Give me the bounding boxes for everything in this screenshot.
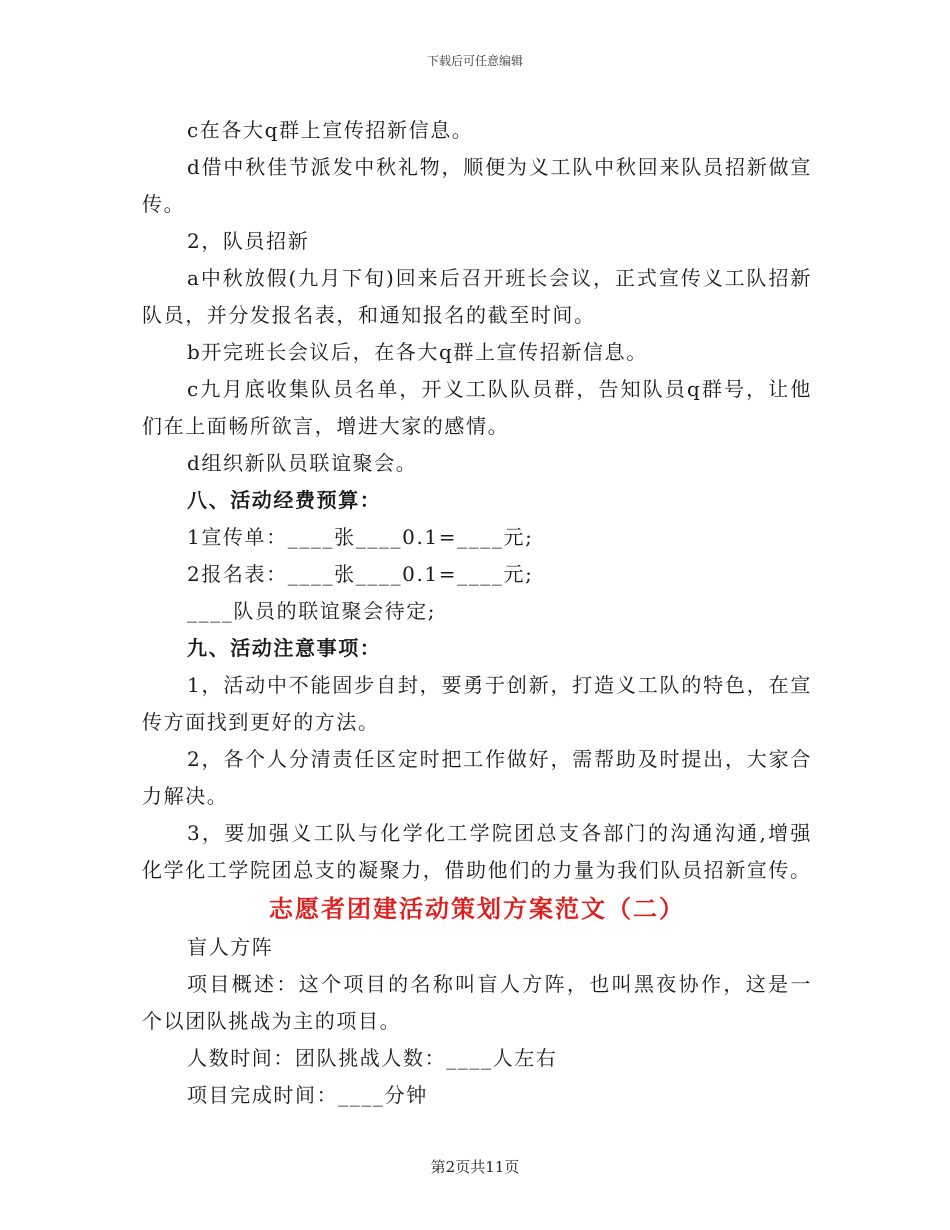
paragraph: 1，活动中不能固步自封，要勇于创新，打造义工队的特色，在宣传方面找到更好的方法。	[142, 673, 812, 734]
page-footer: 第2页共11页	[430, 1158, 520, 1176]
paragraph: a中秋放假(九月下旬)回来后召开班长会议，正式宣传义工队招新队员，并分发报名表，和通知报名的截至时间。	[142, 266, 812, 327]
paragraph: b开完班长会议后，在各大q群上宣传招新信息。	[187, 340, 648, 364]
paragraph: c九月底收集队员名单，开义工队队员群，告知队员q群号，让他们在上面畅所欲言，增进大家的感情。	[142, 377, 812, 438]
paragraph: d组织新队员联谊聚会。	[187, 451, 418, 475]
paragraph: 1宣传单：____张____0.1=____元;	[187, 525, 534, 549]
paragraph: 人数时间：团队挑战人数：____人左右	[187, 1046, 558, 1070]
paragraph: c在各大q群上宣传招新信息。	[187, 118, 474, 142]
document-body	[142, 112, 812, 1114]
paragraph: 2，各个人分清责任区定时把工作做好，需帮助及时提出，大家合力解决。	[142, 747, 812, 808]
section-title: 志愿者团建活动策划方案范文（二）	[269, 894, 685, 923]
section-heading-notes: 九、活动注意事项：	[187, 636, 382, 660]
page-header: 下载后可任意编辑	[426, 54, 523, 68]
section-heading-budget: 八、活动经费预算：	[187, 488, 382, 512]
paragraph: 2报名表：____张____0.1=____元;	[187, 562, 534, 586]
paragraph: 项目完成时间：____分钟	[187, 1083, 428, 1107]
paragraph: 3，要加强义工队与化学化工学院团总支各部门的沟通沟通,增强化学化工学院团总支的凝聚力，借助他们的力量为我们队员招新宣传。	[142, 821, 812, 882]
paragraph: 项目概述：这个项目的名称叫盲人方阵，也叫黑夜协作，这是一个以团队挑战为主的项目。	[142, 972, 812, 1033]
paragraph: ____队员的联谊聚会待定;	[187, 599, 437, 623]
paragraph: d借中秋佳节派发中秋礼物，顺便为义工队中秋回来队员招新做宣传。	[142, 155, 812, 216]
paragraph: 盲人方阵	[187, 935, 274, 959]
paragraph: 2，队员招新	[187, 229, 310, 253]
